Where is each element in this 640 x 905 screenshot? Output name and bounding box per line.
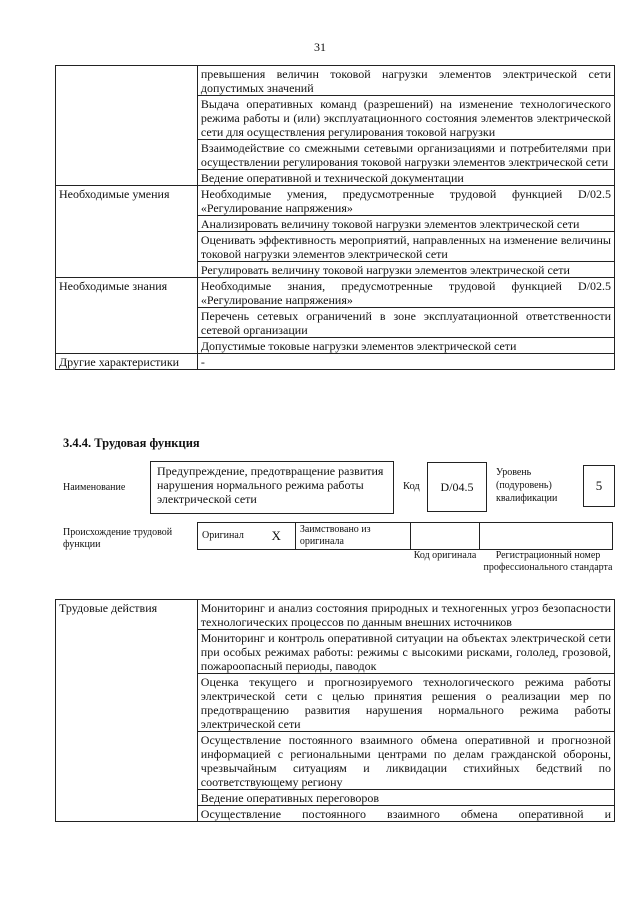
row-text-cell: Осуществление постоянного взаимного обмена оперативной и прогнозной информацией с региональными центрами по делам гражданской обороны, чрезвычайным ситуациям и ликвидации стихийных бедствий по соответствующему региону: [197, 732, 614, 790]
original-label: Оригинал: [202, 530, 244, 541]
qualification-level-label: Уровень (подуровень) квалификации: [496, 467, 558, 504]
registration-number-caption: Регистрационный номер профессионального стандарта: [483, 550, 613, 573]
original-code-caption: Код оригинала: [413, 550, 477, 561]
registration-number-cell: [480, 523, 613, 550]
row-text-cell: Допустимые токовые нагрузки элементов электрической сети: [197, 338, 614, 354]
row-text-cell: Необходимые знания, предусмотренные трудовой функцией D/02.5 «Регулирование напряжения»: [197, 278, 614, 308]
name-label: Наименование: [63, 482, 126, 493]
origin-label: Происхождение трудовой функции: [63, 527, 173, 550]
table-row: [56, 278, 615, 308]
row-text-cell: Осуществление постоянного взаимного обмена оперативной и: [197, 806, 614, 822]
row-text-cell: Ведение оперативных переговоров: [197, 790, 614, 806]
row-text-cell: Мониторинг и анализ состояния природных и техногенных угроз безопасности технологических процессов по данным внешних источников: [197, 600, 614, 630]
original-mark: X: [271, 528, 281, 543]
row-text-cell: -: [197, 354, 614, 370]
row-text-cell: Взаимодействие со смежными сетевыми организациями и потребителями при осуществлении регулирования токовой нагрузки элементов электрической сети: [197, 140, 614, 170]
row-text-cell: Мониторинг и контроль оперативной ситуации на объектах электрической сети при особых режимах работы: режимы с высокими рисками, гололед, грозовой, пожароопасный периоды, паводок: [197, 630, 614, 674]
function-name-box: Предупреждение, предотвращение развития нарушения нормального режима работы электрической сети: [150, 461, 394, 514]
labor-actions-table: [55, 599, 615, 822]
requirements-table: [55, 65, 615, 370]
row-text-cell: Анализировать величину токовой нагрузки элементов электрической сети: [197, 216, 614, 232]
row-text-cell: превышения величин токовой нагрузки элементов электрической сети допустимых значений: [197, 66, 614, 96]
other-label-cell: Другие характеристики: [56, 354, 198, 370]
row-text-cell: Регулировать величину токовой нагрузки элементов электрической сети: [197, 262, 614, 278]
row-text-cell: Перечень сетевых ограничений в зоне эксплуатационной ответственности сетевой организации: [197, 308, 614, 338]
table-row: [56, 186, 615, 216]
table-row: [198, 523, 613, 550]
row-text-cell: Оценка текущего и прогнозируемого технологического режима работы электрической сети с целью принятия решения о реализации мер по предотвращению развития нарушения нормального режима работы электрической сети: [197, 674, 614, 732]
knowledge-label-cell: Необходимые знания: [56, 278, 198, 354]
row-text-cell: Ведение оперативной и технической документации: [197, 170, 614, 186]
row-text-cell: Оценивать эффективность мероприятий, направленных на изменение величины токовой нагрузки элементов электрической сети: [197, 232, 614, 262]
skills-label-cell: Необходимые умения: [56, 186, 198, 278]
table-row: [56, 600, 615, 630]
qualification-level-box: 5: [583, 465, 615, 507]
labor-actions-label-cell: Трудовые действия: [56, 600, 198, 822]
original-cell: [198, 523, 296, 550]
row-text-cell: Необходимые умения, предусмотренные трудовой функцией D/02.5 «Регулирование напряжения»: [197, 186, 614, 216]
section-heading: 3.4.4. Трудовая функция: [63, 436, 200, 450]
table-row: [56, 354, 615, 370]
row-label-cell: [56, 66, 198, 186]
code-label: Код: [403, 481, 420, 492]
table-row: [56, 66, 615, 96]
function-code-box: D/04.5: [427, 462, 487, 512]
borrowed-cell: Заимствовано из оригинала: [295, 523, 410, 550]
origin-table: [197, 522, 613, 550]
page-number: 31: [314, 40, 326, 54]
row-text-cell: Выдача оперативных команд (разрешений) на изменение технологического режима работы и (или) эксплуатационного состояния элементов электрической сети для осуществления регулирования токовой нагрузки: [197, 96, 614, 140]
original-code-cell: [410, 523, 480, 550]
